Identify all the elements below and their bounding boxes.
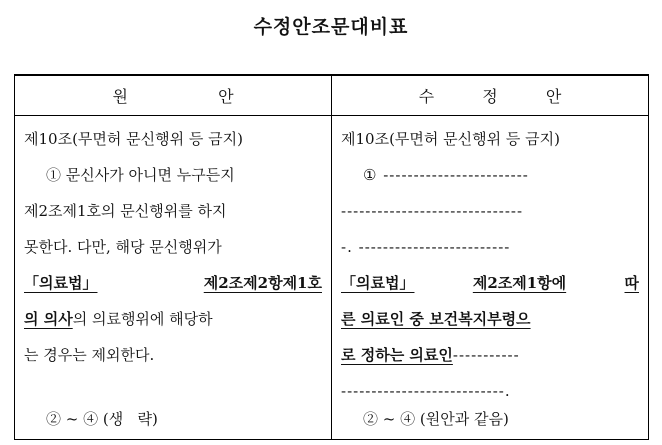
revised-column <box>332 116 649 440</box>
header-original <box>15 75 332 116</box>
revised-law-reference: 「의료법」 <box>341 274 415 292</box>
header-revised-char-3: 안 <box>545 87 562 106</box>
revised-sentence-end: -. <box>341 238 353 256</box>
header-revised-char-1: 수 <box>418 87 435 106</box>
original-text-line: 못한다. 다만, 해당 문신행위가 <box>24 238 222 256</box>
original-text-line <box>24 301 322 337</box>
document-title: 수정안조문대비표 <box>253 16 409 38</box>
revised-text-fragment: 따 <box>624 274 639 292</box>
revised-text-line <box>341 265 639 301</box>
revised-text-line <box>341 229 639 265</box>
revised-omitted-dashes: ------------------------ <box>383 166 529 184</box>
revised-omitted-dashes: ---------------------------. <box>341 382 511 400</box>
revised-footer: ② ~ ④ (원안과 같음) <box>363 410 509 428</box>
revised-article-heading: 제10조(무면허 문신행위 등 금지) <box>341 130 560 148</box>
original-text-line: 는 경우는 제외한다. <box>24 346 155 364</box>
revised-text-line <box>341 337 639 373</box>
comparison-table <box>14 74 649 440</box>
revised-omitted-dashes: ------------------------- <box>358 238 511 256</box>
header-revised <box>332 75 649 116</box>
original-footer: ② ~ ④ (생 략) <box>46 410 158 428</box>
original-text-fragment: 의 의료행위에 해당하 <box>72 310 213 328</box>
header-revised-char-2: 정 <box>482 87 498 106</box>
revised-text-line <box>341 157 639 193</box>
original-article-heading: 제10조(무면허 문신행위 등 금지) <box>24 130 243 148</box>
original-text-line: ① 문신사가 아니면 누구든지 <box>46 166 235 184</box>
original-column <box>15 116 332 440</box>
header-original-char-2: 안 <box>218 87 234 106</box>
original-doctor-term: 의 의사 <box>24 310 73 328</box>
revised-medical-personnel-term: 로 정하는 의료인 <box>341 346 453 364</box>
revised-article-reference: 제2조제1항에 <box>472 274 567 292</box>
revised-paragraph-mark: ① <box>363 166 378 184</box>
original-law-reference: 「의료법」 <box>24 274 98 292</box>
original-text-line <box>24 265 322 301</box>
header-original-char-1: 원 <box>112 87 128 106</box>
revised-text-line: 른 의료인 중 보건복지부령으 <box>341 310 531 328</box>
original-article-reference: 제2조제2항제1호 <box>203 274 322 292</box>
original-text-line: 제2조제1호의 문신행위를 하지 <box>24 202 227 220</box>
revised-omitted-dashes: ------------------------------ <box>341 202 524 220</box>
revised-omitted-dashes: ----------- <box>452 346 520 364</box>
